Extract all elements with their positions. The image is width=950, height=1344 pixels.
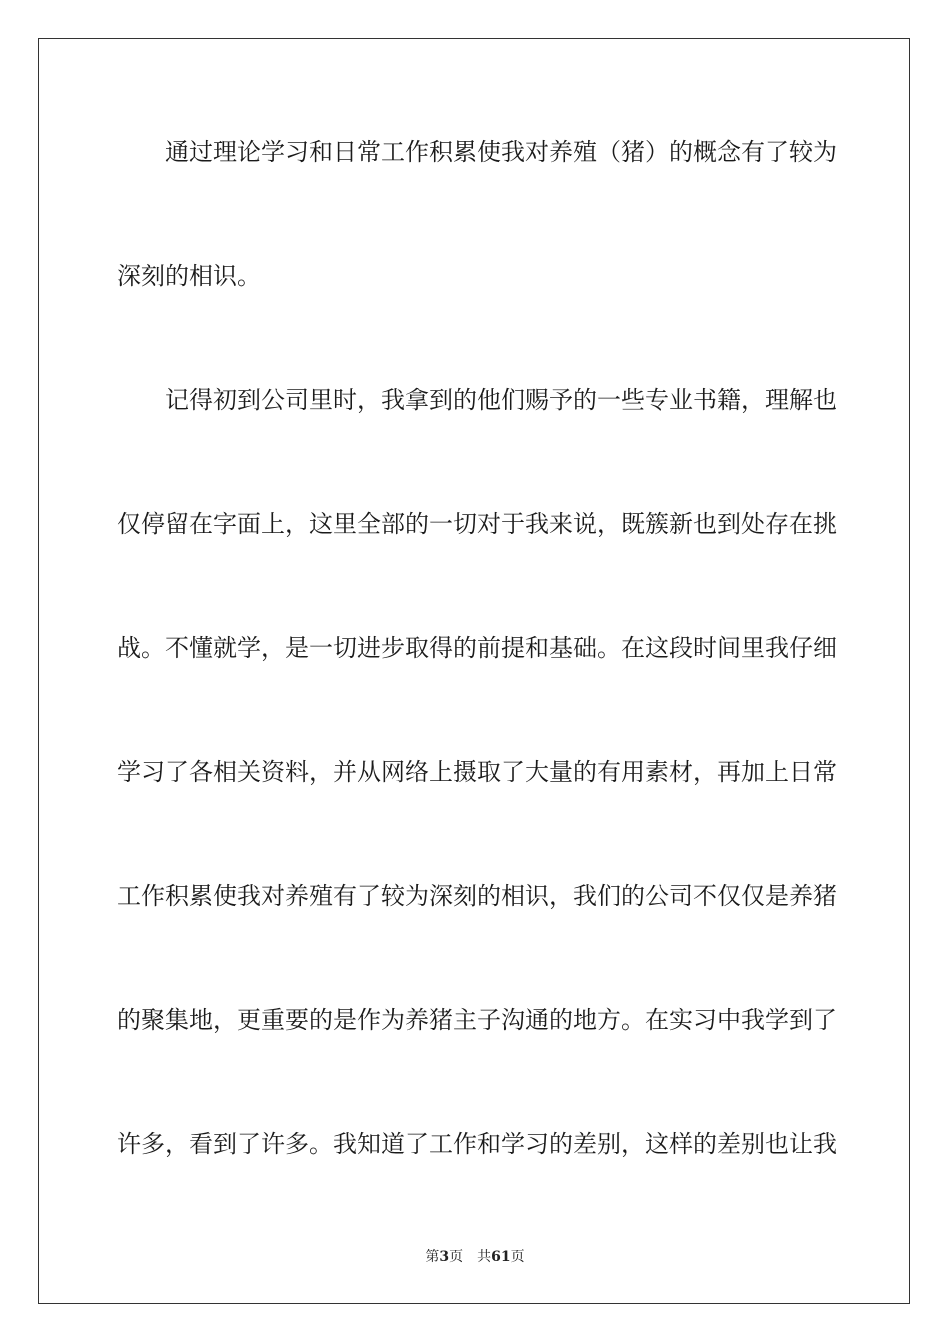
paragraph-2-line-4: 学习了各相关资料，并从网络上摄取了大量的有用素材，再加上日常: [117, 758, 837, 786]
total-prefix: 共: [477, 1249, 492, 1265]
paragraph-1-line-1: 通过理论学习和日常工作积累使我对养殖（猪）的概念有了较为: [165, 138, 837, 166]
paragraph-2-line-7: 许多，看到了许多。我知道了工作和学习的差别，这样的差别也让我: [117, 1130, 837, 1158]
paragraph-2-line-1: 记得初到公司里时，我拿到的他们赐予的一些专业书籍，理解也: [165, 386, 837, 414]
page-border: [38, 38, 910, 1304]
paragraph-2-line-5: 工作积累使我对养殖有了较为深刻的相识，我们的公司不仅仅是养猪: [117, 882, 837, 910]
paragraph-2-line-6: 的聚集地，更重要的是作为养猪主子沟通的地方。在实习中我学到了: [117, 1006, 837, 1034]
paragraph-1-line-2: 深刻的相识。: [117, 262, 261, 290]
page-suffix: 页: [449, 1249, 464, 1265]
paragraph-2-line-3: 战。不懂就学，是一切进步取得的前提和基础。在这段时间里我仔细: [117, 634, 837, 662]
page-footer: [0, 1248, 950, 1266]
page-prefix: 第: [425, 1249, 440, 1265]
page-number: 3: [439, 1249, 450, 1265]
paragraph-2-line-2: 仅停留在字面上，这里全部的一切对于我来说，既簇新也到处存在挑: [117, 510, 837, 538]
total-suffix: 页: [510, 1249, 525, 1265]
total-pages: 61: [491, 1249, 511, 1265]
